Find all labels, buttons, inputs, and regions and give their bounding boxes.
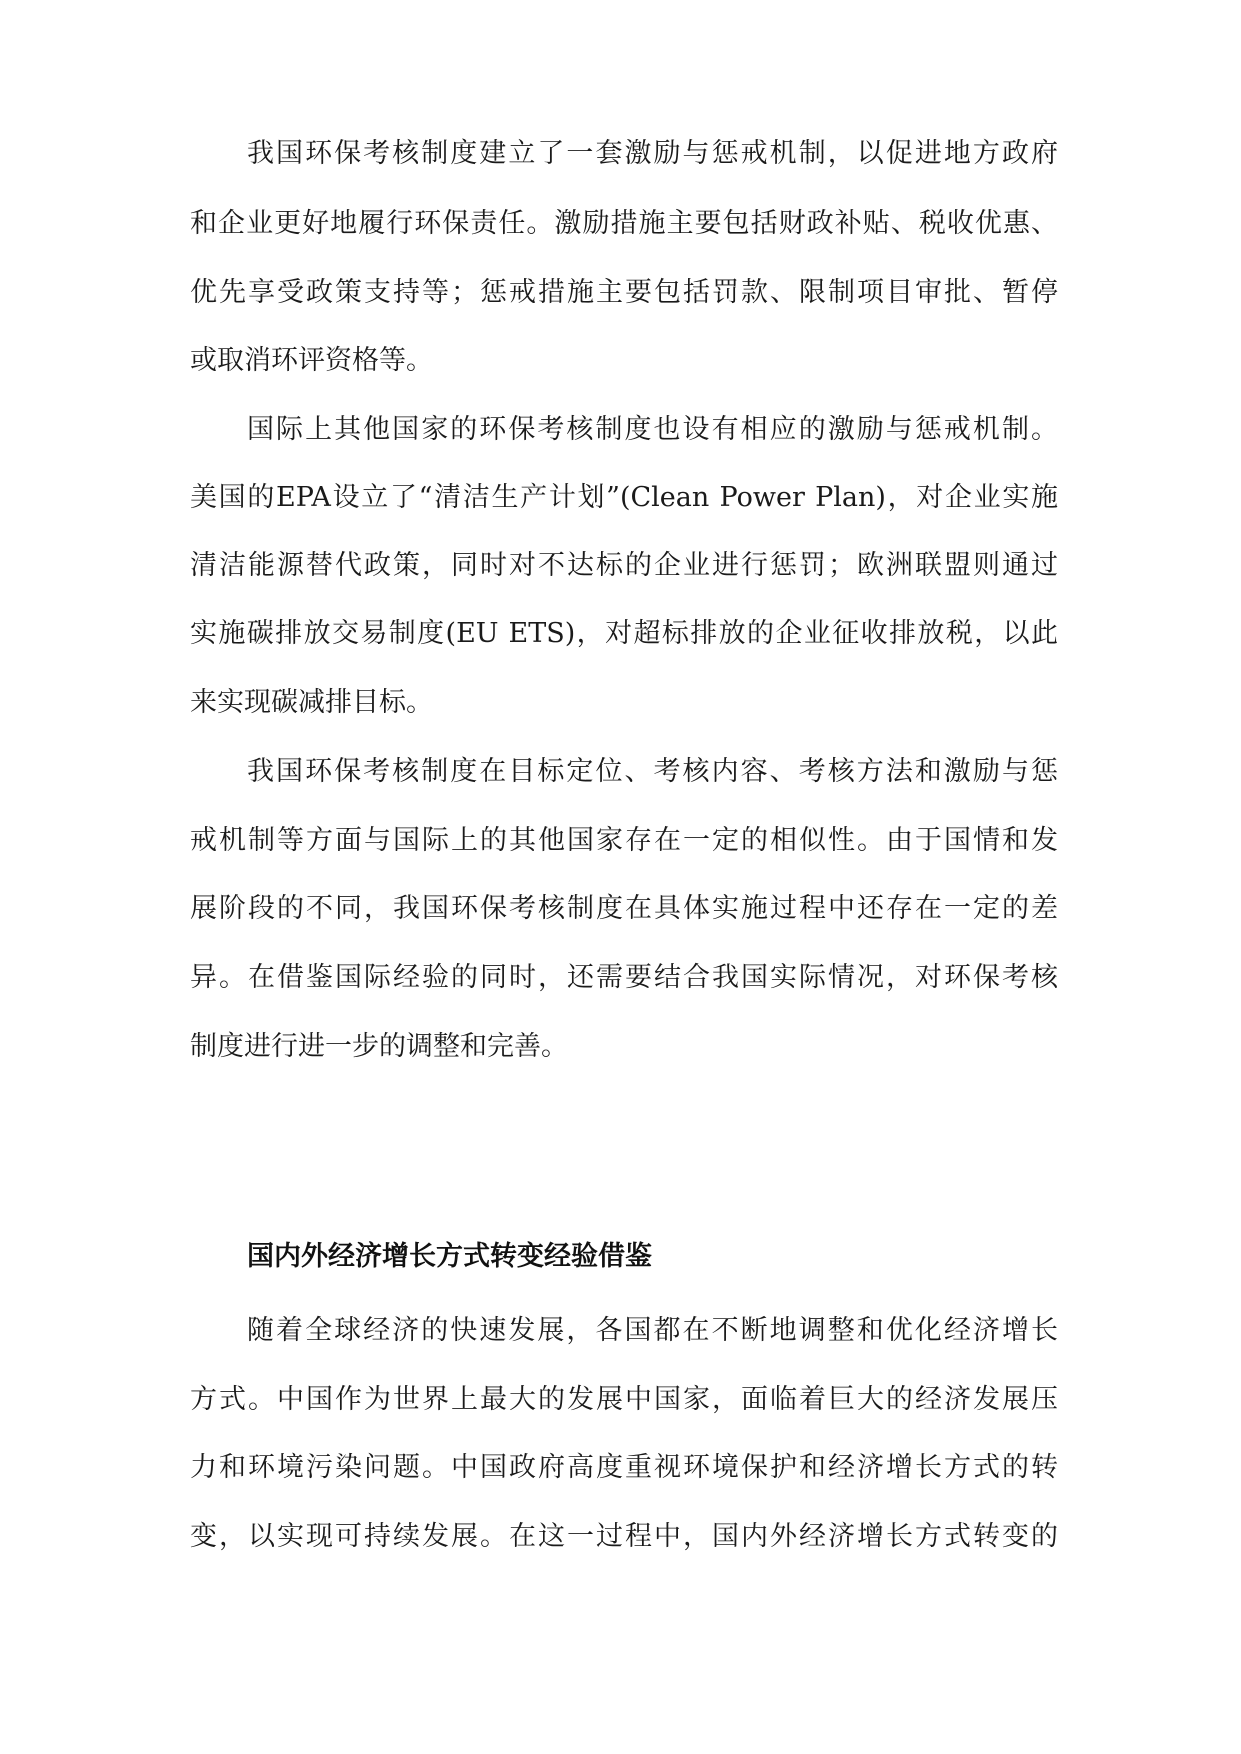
section-heading: 国内外经济增长方式转变经验借鉴 bbox=[247, 1241, 652, 1272]
paragraph-4-line-1: 随着全球经济的快速发展，各国都在不断地调整和优化经济增长 bbox=[247, 1315, 1058, 1346]
paragraph-1-line-2: 和企业更好地履行环保责任。激励措施主要包括财政补贴、税收优惠、 bbox=[190, 208, 1058, 239]
paragraph-1-line-4: 或取消环评资格等。 bbox=[190, 345, 433, 376]
paragraph-4-line-3: 力和环境污染问题。中国政府高度重视环境保护和经济增长方式的转 bbox=[190, 1452, 1058, 1483]
paragraph-2-line-4: 实施碳排放交易制度(EU ETS)，对超标排放的企业征收排放税，以此 bbox=[190, 618, 1058, 649]
paragraph-2-line-3: 清洁能源替代政策，同时对不达标的企业进行惩罚；欧洲联盟则通过 bbox=[190, 550, 1058, 581]
paragraph-3-line-3: 展阶段的不同，我国环保考核制度在具体实施过程中还存在一定的差 bbox=[190, 893, 1058, 924]
paragraph-3-line-1: 我国环保考核制度在目标定位、考核内容、考核方法和激励与惩 bbox=[247, 756, 1058, 787]
paragraph-2-line-1: 国际上其他国家的环保考核制度也设有相应的激励与惩戒机制。 bbox=[247, 414, 1058, 445]
paragraph-3-line-4: 异。在借鉴国际经验的同时，还需要结合我国实际情况，对环保考核 bbox=[190, 962, 1058, 993]
paragraph-2-line-5: 来实现碳减排目标。 bbox=[190, 687, 433, 718]
paragraph-4-line-4: 变，以实现可持续发展。在这一过程中，国内外经济增长方式转变的 bbox=[190, 1521, 1058, 1552]
paragraph-3-line-5: 制度进行进一步的调整和完善。 bbox=[190, 1031, 568, 1062]
paragraph-2-line-2: 美国的EPA设立了“清洁生产计划”(Clean Power Plan)，对企业实施 bbox=[190, 482, 1058, 513]
paragraph-4-line-2: 方式。中国作为世界上最大的发展中国家，面临着巨大的经济发展压 bbox=[190, 1384, 1058, 1415]
paragraph-3-line-2: 戒机制等方面与国际上的其他国家存在一定的相似性。由于国情和发 bbox=[190, 825, 1058, 856]
paragraph-1-line-1: 我国环保考核制度建立了一套激励与惩戒机制，以促进地方政府 bbox=[247, 138, 1058, 169]
paragraph-1-line-3: 优先享受政策支持等；惩戒措施主要包括罚款、限制项目审批、暂停 bbox=[190, 277, 1058, 308]
